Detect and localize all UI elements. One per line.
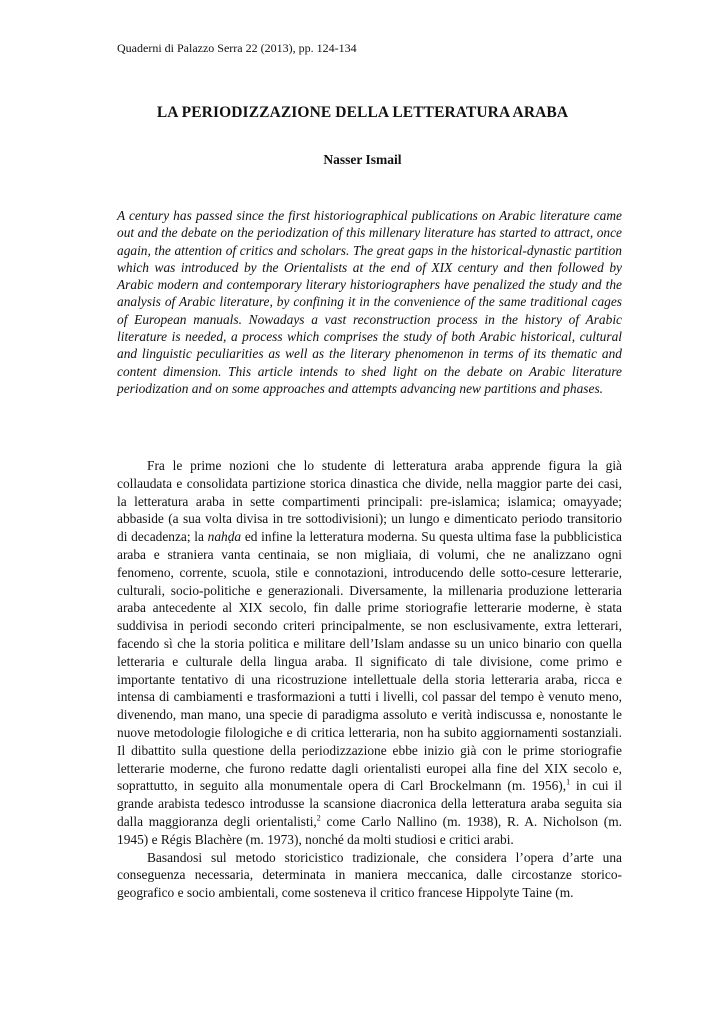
term-nahda: nahḍa bbox=[207, 529, 242, 545]
footnote-marker-1[interactable]: 1 bbox=[566, 777, 571, 787]
paragraph-1-text-b: ed infine la letteratura moderna. Su questa ultima fase la pubblicistica araba e straniera vanta centinaia, se non migliaia, di volumi, che ne analizzano ogni fenomeno, corrente, scuola, stile e connotazioni, introducendo delle sotto-cesure letterarie, culturali, socio-politiche e generazionali. Diversamente, la millenaria produzione letteraria araba antecedente al XIX secolo, fin dalle prime storiografie letterarie moderne, è stata suddivisa in periodi secondo criteri principalmente, se non esclusivamente, extra letterari, facendo sì che la storia politica e militare dell’Islam andasse su un unico binario con quella letteraria e culturale della lingua araba. Il significato di tale divisione, come primo e importante tentativo di una ricostruzione intellettuale della storia letteraria araba, ricca e intensa di cambiamenti e trasformazioni a tutti i livelli, col passar del tempo è venuto meno, divenendo, man mano, una specie di paradigma assoluto e verità indiscussa e, nonostante le nuove metodologie filologiche e di critica letteraria, non ha subito aggiornamenti sostanziali. Il dibattito sulla questione della periodizzazione ebbe inizio già con le prime storiografie letterarie moderne, che furono redatte dagli orientalisti europei alla fine del XIX secolo e, soprattutto, in seguito alla monumentale opera di Carl Brockelmann (m. 1956), bbox=[117, 529, 622, 794]
footnote-marker-2[interactable]: 2 bbox=[316, 813, 321, 823]
article-title: LA PERIODIZZAZIONE DELLA LETTERATURA ARABA bbox=[156, 104, 569, 121]
paragraph-1-text-a: Fra le prime nozioni che lo studente di letteratura araba apprende figura la già collaudata e consolidata partizione storica dinastica che divide, nella maggior parte dei casi, la letteratura araba in sette compartimenti principali: pre-islamica; islamica; omayyade; abbaside (a sua volta divisa in tre sottodivisioni); un lungo e dimenticato periodo transitorio di decadenza; la bbox=[117, 458, 622, 545]
body-paragraph-2: Basandosi sul metodo storicistico tradizionale, che considera l’opera d’arte una conseguenza necessaria, determinata in maniera meccanica, dalle circostanze storico-geografico e socio ambientali, come sosteneva il critico francese Hippolyte Taine (m. bbox=[117, 849, 622, 901]
body-paragraph-1 bbox=[117, 457, 622, 849]
body-text bbox=[117, 457, 622, 902]
running-head: Quaderni di Palazzo Serra 22 (2013), pp. 124-134 bbox=[117, 41, 357, 55]
paragraph-1-text-c: in cui il grande arabista tedesco introdusse la scansione diacronica della letteratura araba seguita sia dalla maggioranza degli orientalisti, bbox=[117, 778, 622, 829]
article-author: Nasser Ismail bbox=[323, 152, 402, 167]
abstract: A century has passed since the first historiographical publications on Arabic literature came out and the debate on the periodization of this millenary literature has started to attract, once again, the attention of critics and scholars. The great gaps in the historical-dynastic partition which was introduced by the Orientalists at the end of XIX century and then followed by Arabic modern and contemporary literary historiographers have penalized the study and the analysis of Arabic literature, by confining it in the convenience of the same traditional cages of European manuals. Nowadays a vast reconstruction process in the history of Arabic literature is needed, a process which comprises the study of both Arabic historical, cultural and linguistic peculiarities as well as the literary phenomenon in terms of its thematic and content dimension. This article intends to shed light on the debate on Arabic literature periodization and on some approaches and attempts advancing new partitions and phases. bbox=[117, 208, 622, 396]
paragraph-1-text-d: come Carlo Nallino (m. 1938), R. A. Nicholson (m. 1945) e Régis Blachère (m. 1973), nonché da molti studiosi e critici arabi. bbox=[117, 813, 623, 847]
